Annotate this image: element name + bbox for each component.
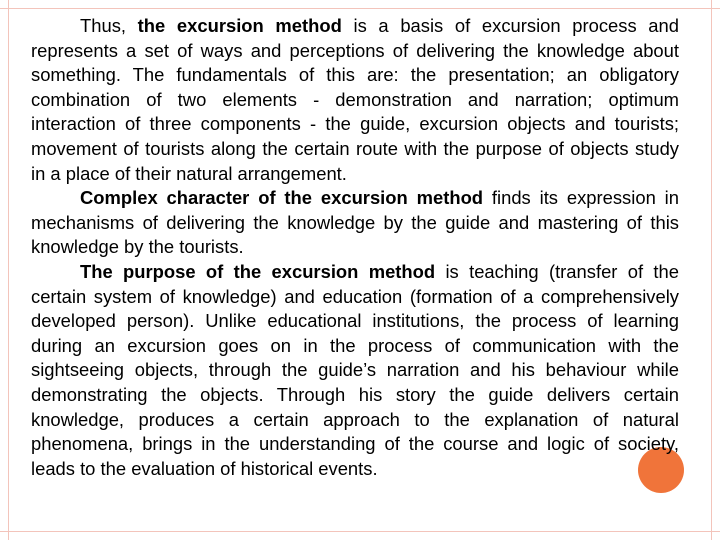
frame-line-bottom bbox=[0, 531, 720, 532]
slide-body-text bbox=[31, 14, 679, 481]
paragraph-body: is teaching (transfer of the certain system of knowledge) and education (formation of a comprehensively developed person). Unlike educational institutions, the process of learning during an excursion goes on in the process of communication with the sightseeing objects, through the guide’s narration and his behaviour while demonstrating the objects. Through his story the guide delivers certain knowledge, produces a certain approach to the explanation of natural phenomena, brings in the understanding of the course and logic of society, leads to the evaluation of historical events. bbox=[31, 260, 679, 479]
frame-line-left bbox=[8, 0, 9, 540]
paragraph-purpose bbox=[31, 260, 679, 481]
paragraph-term: The purpose of the excursion method bbox=[80, 260, 436, 282]
frame-line-top bbox=[0, 8, 720, 9]
paragraph-body: finds its expression in mechanisms of delivering the knowledge by the guide and mastering of this knowledge by the tourists. bbox=[31, 187, 679, 258]
paragraph-lead: Thus, bbox=[80, 15, 138, 36]
paragraph-term: Complex character of the excursion method bbox=[80, 187, 484, 209]
paragraph-term: the excursion method bbox=[137, 15, 342, 36]
paragraph-body: is a basis of excursion process and represents a set of ways and perceptions of delivering the knowledge about something. The fundamentals of this are: the presentation; an obligatory combination of two elements - demonstration and narration; optimum interaction of three components - the guide, excursion objects and tourists; movement of tourists along the certain route with the purpose of objects study in a place of their natural arrangement. bbox=[31, 15, 679, 184]
paragraph-complex-character bbox=[31, 186, 679, 260]
frame-line-right bbox=[711, 0, 712, 540]
paragraph-excursion-method bbox=[31, 14, 679, 186]
